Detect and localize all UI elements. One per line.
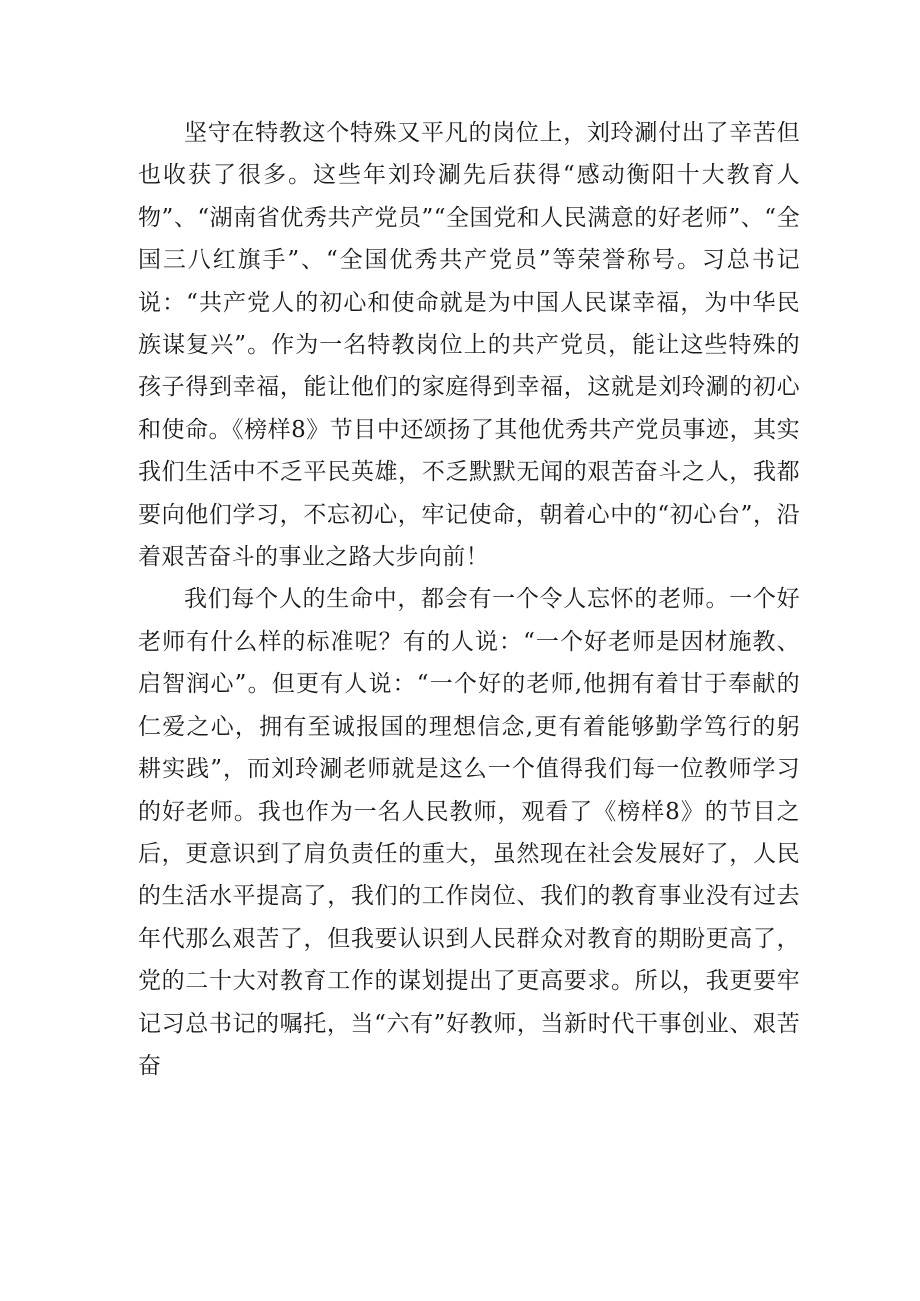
document-body: [138, 112, 800, 1087]
paragraph-good-teacher: 我们每个人的生命中，都会有一个令人忘怀的老师。一个好老师有什么样的标准呢？有的人说：“一个好老师是因材施教、启智润心”。但更有人说：“一个好的老师,他拥有着甘于奉献的仁爱之心，拥有至诚报国的理想信念,更有着能够勤学笃行的躬耕实践”，而刘玲涮老师就是这么一个值得我们每一位教师学习的好老师。我也作为一名人民教师，观看了《榜样8》的节目之后，更意识到了肩负责任的重大，虽然现在社会发展好了，人民的生活水平提高了，我们的工作岗位、我们的教育事业没有过去年代那么艰苦了，但我要认识到人民群众对教育的期盼更高了，党的二十大对教育工作的谋划提出了更高要求。所以，我更要牢记习总书记的嘱托，当“六有”好教师，当新时代干事创业、艰苦奋: [138, 586, 800, 1079]
paragraph-honors: 坚守在特教这个特殊又平凡的岗位上，刘玲涮付出了辛苦但也收获了很多。这些年刘玲涮先后获得“感动衡阳十大教育人物”、“湖南省优秀共产党员”“全国党和人民满意的好老师”、“全国三八红旗手”、“全国优秀共产党员”等荣誉称号。习总书记说：“共产党人的初心和使命就是为中国人民谋幸福，为中华民族谋复兴”。作为一名特教岗位上的共产党员，能让这些特殊的孩子得到幸福，能让他们的家庭得到幸福，这就是刘玲涮的初心和使命。《榜样8》节目中还颂扬了其他优秀共产党员事迹，其实我们生活中不乏平民英雄，不乏默默无闻的艰苦奋斗之人，我都要向他们学习，不忘初心，牢记使命，朝着心中的“初心台”，沿着艰苦奋斗的事业之路大步向前！: [138, 120, 800, 571]
